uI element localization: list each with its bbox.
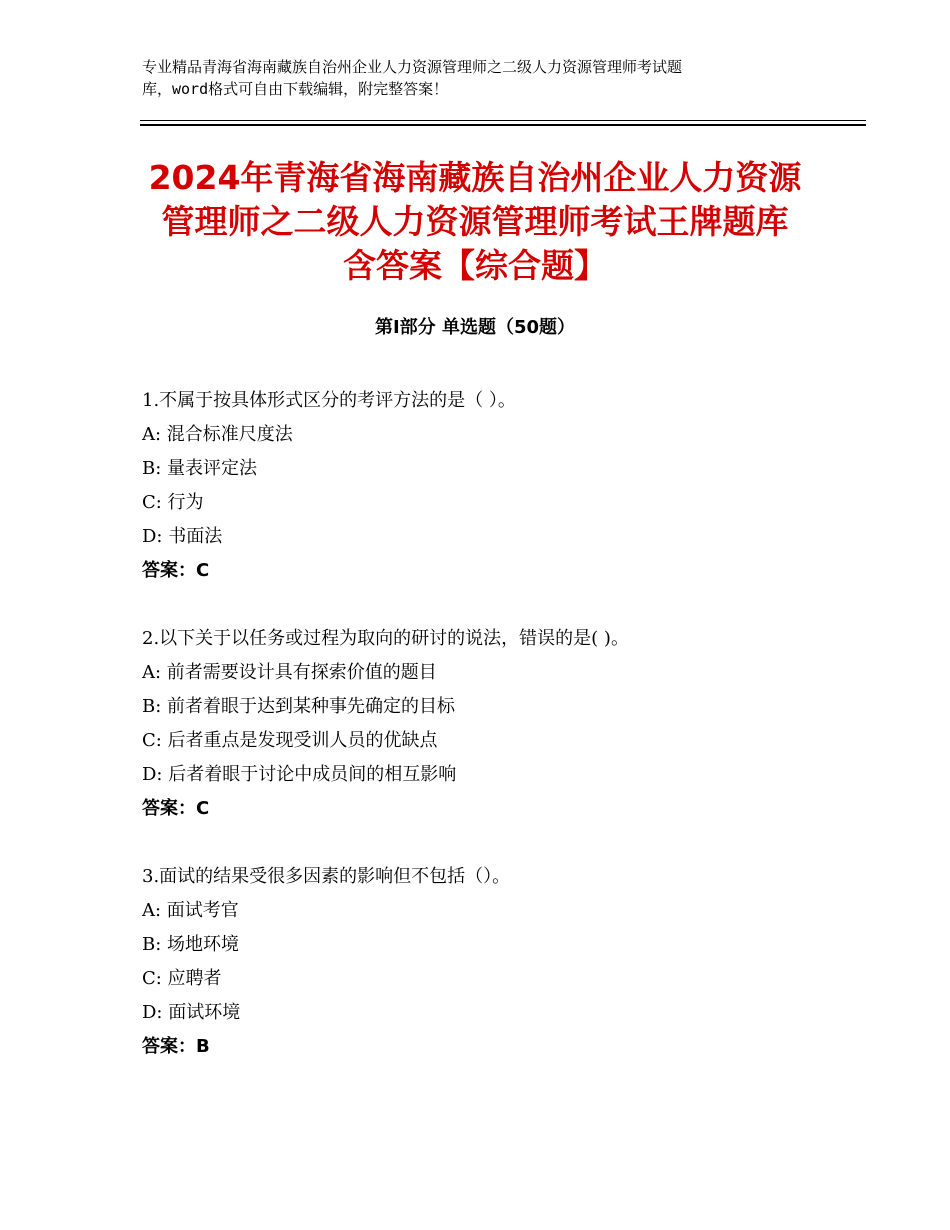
option-d: D: 后者着眼于讨论中成员间的相互影响 [142, 764, 457, 785]
header-note-line-2: 库，word格式可自由下载编辑，附完整答案！ [142, 80, 449, 98]
option-b: B: 前者着眼于达到某种事先确定的目标 [142, 696, 456, 717]
header-note-line-1: 专业精品青海省海南藏族自治州企业人力资源管理师之二级人力资源管理师考试题 [142, 58, 683, 76]
question-stem: 3.面试的结果受很多因素的影响但不包括（）。 [142, 866, 511, 887]
option-c: C: 后者重点是发现受训人员的优缺点 [142, 730, 438, 751]
question-list [142, 384, 842, 1098]
document-title-line-2: 管理师之二级人力资源管理师考试王牌题库 [161, 202, 789, 241]
answer-line: 答案：B [142, 1036, 210, 1057]
option-d: D: 书面法 [142, 526, 223, 547]
document-title-line-1: 2024年青海省海南藏族自治州企业人力资源 [148, 158, 802, 197]
option-b: B: 场地环境 [142, 934, 240, 955]
question-stem: 1.不属于按具体形式区分的考评方法的是（ ）。 [142, 390, 516, 411]
option-a: A: 混合标准尺度法 [142, 424, 293, 445]
answer-line: 答案：C [142, 798, 210, 819]
header-note [142, 56, 822, 100]
option-a: A: 前者需要设计具有探索价值的题目 [142, 662, 437, 683]
option-b: B: 量表评定法 [142, 458, 258, 479]
option-d: D: 面试环境 [142, 1002, 241, 1023]
document-title-line-3: 含答案【综合题】 [343, 246, 607, 285]
option-c: C: 应聘者 [142, 968, 222, 989]
answer-line: 答案：C [142, 560, 210, 581]
header-rule-thin [140, 120, 866, 121]
question-stem: 2.以下关于以任务或过程为取向的研讨的说法，错误的是( )。 [142, 628, 629, 649]
document-title [120, 156, 830, 288]
option-a: A: 面试考官 [142, 900, 239, 921]
header-rule-thick [140, 124, 866, 126]
question-2 [142, 622, 842, 826]
question-1 [142, 384, 842, 588]
question-3 [142, 860, 842, 1064]
option-c: C: 行为 [142, 492, 204, 513]
section-heading: 第Ⅰ部分 单选题（50题） [374, 317, 575, 338]
